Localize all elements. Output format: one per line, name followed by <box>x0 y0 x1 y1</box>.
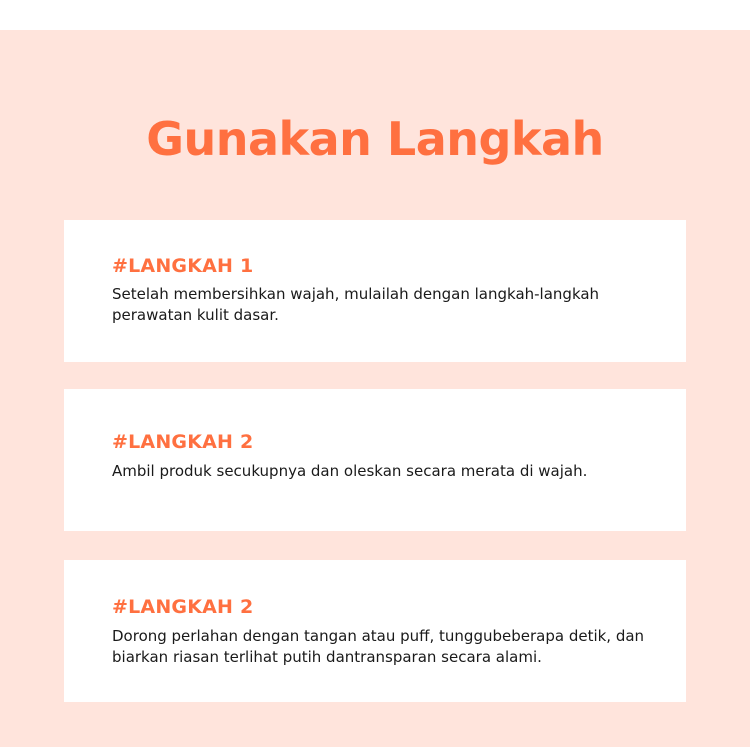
content-panel <box>0 30 750 747</box>
step-label: #LANGKAH 1 <box>112 255 254 277</box>
step-description: Dorong perlahan dengan tangan atau puff, tunggubeberapa detik, dan biarkan riasan terlihat putih dantransparan secara alami. <box>112 627 645 666</box>
step-card-2 <box>64 389 686 531</box>
step-card-3 <box>64 560 686 702</box>
step-label: #LANGKAH 2 <box>112 431 254 453</box>
page-title: Gunakan Langkah <box>146 112 604 166</box>
step-label: #LANGKAH 2 <box>112 596 254 618</box>
step-card-1 <box>64 220 686 362</box>
step-description: Ambil produk secukupnya dan oleskan secara merata di wajah. <box>112 462 588 480</box>
step-description: Setelah membersihkan wajah, mulailah dengan langkah-langkah perawatan kulit dasar. <box>112 285 600 324</box>
